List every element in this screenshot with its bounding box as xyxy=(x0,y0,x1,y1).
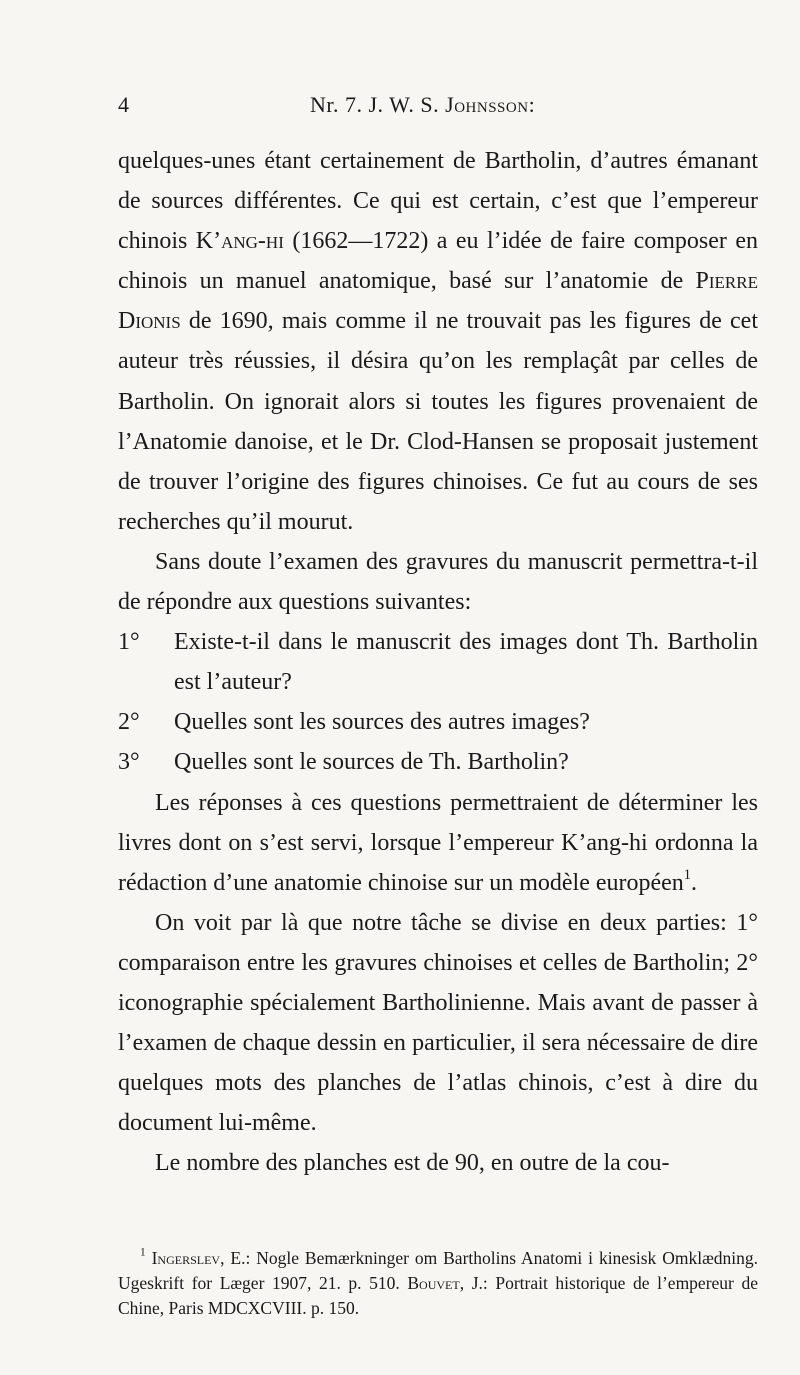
footnotes xyxy=(118,1246,758,1321)
running-head-title xyxy=(310,92,535,118)
paragraph: Le nombre des planches est de 90, en outre de la cou- xyxy=(155,1150,670,1177)
text-run: , J.: Portrait historique de l’empereur de Chine, Paris MDCXCVIII. p. 150. xyxy=(118,1273,758,1318)
text-run: quelques-unes étant certainement de Bartholin, d’autres émanant de sources différentes. Ce qui est certain, c’est que l’empereur chinois xyxy=(118,148,758,255)
paragraph: Sans doute l’examen des gravures du manuscrit permettra-t-il de répondre aux questions suivantes: xyxy=(118,548,758,616)
journal-number: Nr. 7. xyxy=(310,92,363,117)
running-header xyxy=(118,92,758,122)
item-text: Quelles sont les sources des autres images? xyxy=(174,709,590,736)
item-text: Quelles sont le sources de Th. Bartholin? xyxy=(174,749,569,776)
person-name: K’ang-hi xyxy=(195,228,284,255)
text-run: , E.: Nogle Bemærkninger om Bartholins Anatomi i kinesisk Omklædning. Ugeskrift for Læger 1907, 21. p. 510. xyxy=(118,1248,758,1293)
person-name: Pierre Dionis xyxy=(118,268,758,335)
text-run: de 1690, mais comme il ne trouvait pas les figures de cet auteur très réussies, il désira qu’on les remplaçât par celles de Bartholin. On ignorait alors si toutes les figures provenaient de l’Anatomie danoise, et le Dr. Clod-Hansen se proposait justement de trouver l’origine des figures chinoises. Ce fut au cours de ses recherches qu’il mourut. xyxy=(118,308,758,535)
paragraph xyxy=(118,783,758,903)
paragraph xyxy=(118,141,758,542)
item-text: Existe-t-il dans le manuscrit des images dont Th. Bartholin est l’auteur? xyxy=(174,629,758,696)
text-run: (1662—1722) a eu l’idée de faire composer en chinois un manuel anatomique, basé sur l’anatomie de xyxy=(118,228,758,295)
text-run: Les réponses à ces questions permettraient de déterminer les livres dont on s’est servi, lorsque l’empereur K’ang-hi ordonna la rédaction d’une anatomie chinoise sur un modèle européen xyxy=(118,789,758,896)
item-number: 3° xyxy=(118,749,140,776)
paragraph: On voit par là que notre tâche se divise en deux parties: 1° comparaison entre les gravures chinoises et celles de Bartholin; 2° iconographie spécialement Bartholinienne. Mais avant de passer à l’examen de chaque dessin en particulier, il sera nécessaire de dire quelques mots des planches de l’atlas chinois, c’est à dire du document lui-même. xyxy=(118,909,758,1137)
author-name: Bouvet xyxy=(407,1273,460,1293)
footnote xyxy=(118,1246,758,1321)
question-item xyxy=(118,622,758,702)
author-name: Ingerslev xyxy=(151,1248,221,1268)
footnote-marker: 1 xyxy=(140,1246,146,1259)
body-text xyxy=(118,141,758,1183)
question-item xyxy=(118,742,758,782)
author-name: J. W. S. Johnsson xyxy=(368,92,529,117)
item-number: 1° xyxy=(118,629,140,656)
item-number: 2° xyxy=(118,709,140,736)
header-colon: : xyxy=(528,92,536,117)
footnote-ref[interactable]: 1 xyxy=(683,866,691,883)
text-run: . xyxy=(691,869,697,896)
question-item xyxy=(118,702,758,742)
page-number: 4 xyxy=(118,92,130,117)
